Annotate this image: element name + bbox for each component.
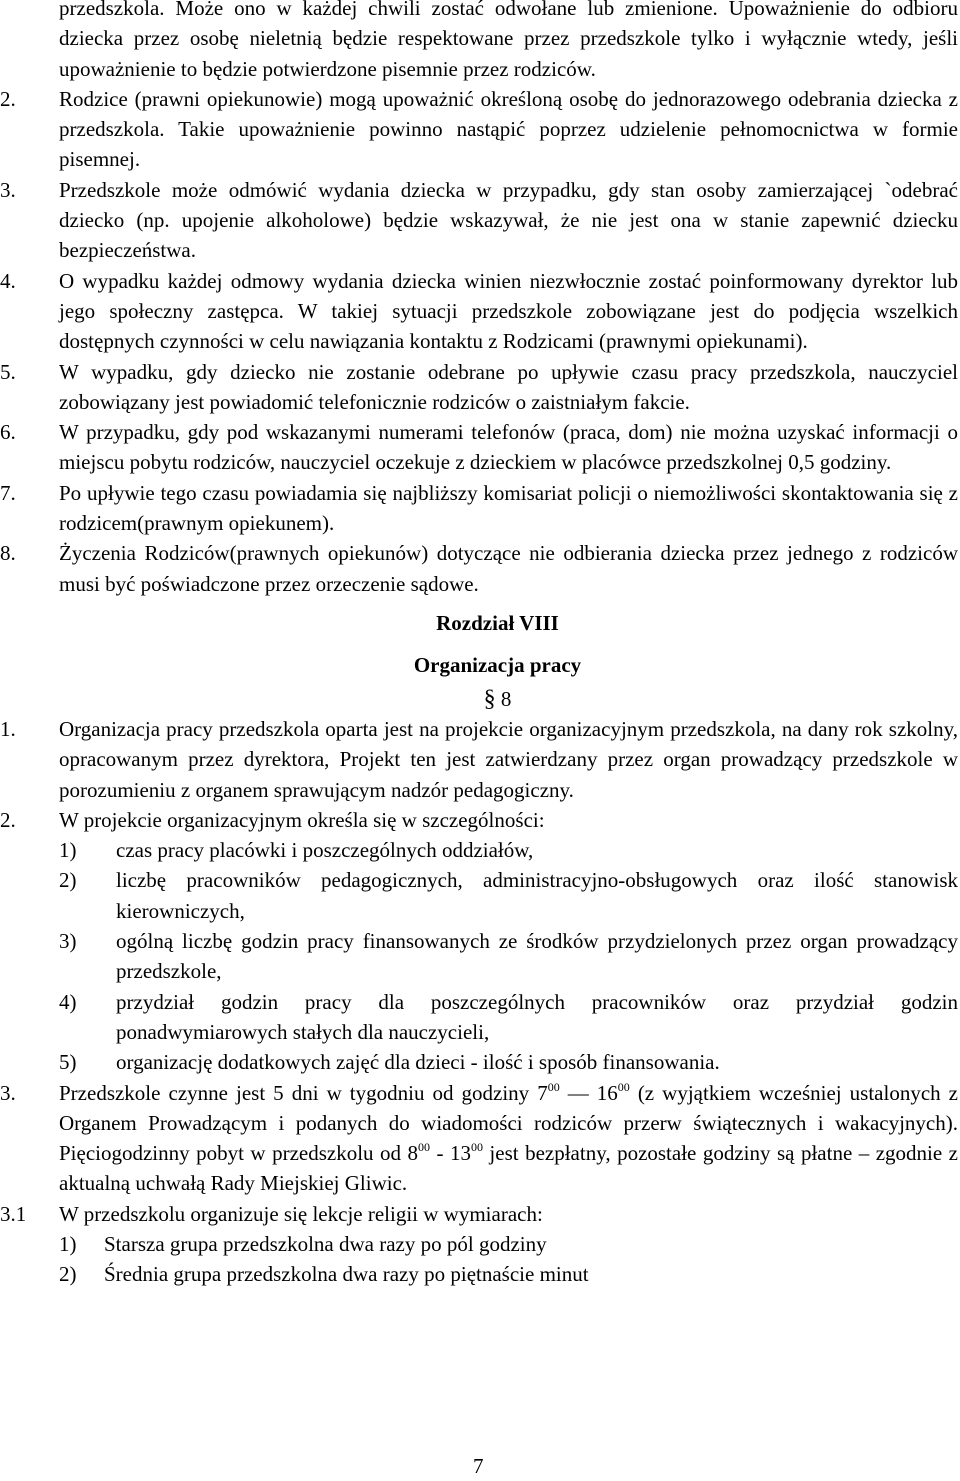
sub-item-number: 4) [59,989,77,1014]
chapter-subtitle: Organizacja pracy [413,652,582,677]
item-text: Przedszkole może odmówić wydania dziecka w przypadku, gdy stan osoby zamierzającej `odebrać dziecko (np. upojenie alkoholowe) będzie wskazywał, że nie jest ona w stanie zapewnić dziecku bezpieczeństwa. [59,177,958,263]
sub-item [0,926,960,987]
list-item [0,805,960,835]
list-item [0,538,960,599]
sub-item [0,1047,960,1077]
list-item [0,1199,960,1229]
sub-item-text: liczbę pracowników pedagogicznych, administracyjno-obsługowych oraz ilość stanowisk kierowniczych, [116,868,958,923]
continued-paragraph: przedszkola. Może ono w każdej chwili zostać odwołane lub zmienione. Upoważnienie do odbioru dziecka przez osobę nieletnią będzie respektowane przez przedszkole tylko i wyłącznie wtedy, jeśli upoważnienie to będzie potwierdzone pisemnie przez rodziców. [59,0,958,81]
sub-item [0,865,960,926]
item-text-part: - 13 [430,1141,471,1166]
sub-item [0,987,960,1048]
chapter-title: Rozdział VIII [436,610,559,635]
sub-item-number: 1) [59,1231,77,1256]
item-text: Życzenia Rodziców(prawnych opiekunów) dotyczące nie odbierania dziecka przez jednego z rodziców musi być poświadczone przez orzeczenie sądowe. [59,541,958,596]
item-number: 3.1 [0,1201,27,1226]
item-number: 1. [0,716,16,741]
time-superscript: 00 [470,1140,483,1155]
sub-item-number: 5) [59,1050,77,1075]
sub-item-text: przydział godzin pracy dla poszczególnych pracowników oraz przydział godzin ponadwymiarowych stałych dla nauczycieli, [116,989,958,1044]
item-text: Rodzice (prawni opiekunowie) mogą upoważnić określoną osobę do jednorazowego odebrania dziecka z przedszkola. Takie upoważnienie powinno nastąpić poprzez udzielenie pełnomocnictwa w formie pisemnej. [59,86,958,172]
item-text: W przedszkolu organizuje się lekcje religii w wymiarach: [59,1201,543,1226]
time-superscript: 00 [418,1140,430,1155]
item-text: W projekcie organizacyjnym określa się w szczególności: [59,807,545,832]
item-number: 7. [0,480,16,505]
sub-item [0,1259,960,1289]
sub-item-text: organizację dodatkowych zajęć dla dzieci - ilość i sposób finansowania. [116,1050,720,1075]
time-superscript: 00 [617,1079,630,1094]
list-item [0,417,960,478]
item-text: W przypadku, gdy pod wskazanymi numerami telefonów (praca, dom) nie można uzyskać informacji o miejscu pobytu rodziców, nauczyciel oczekuje z dzieckiem w placówce przedszkolnej 0,5 godziny. [59,420,958,475]
item-number: 3. [0,177,16,202]
page-number: 7 [473,1454,484,1478]
sub-item-text: ogólną liczbę godzin pracy finansowanych ze środków przydzielonych przez organ prowadzący przedszkole, [116,929,958,984]
item-text-part: jest bezpłatny, pozostałe godziny są płatne – zgodnie z aktualną uchwałą Rady Miejskiej Gliwic. [59,1141,958,1196]
item-number: 2. [0,807,16,832]
list-item [0,175,960,266]
list-item [0,357,960,418]
section-symbol: § [483,685,496,712]
section-heading [0,684,960,714]
sub-item-number: 2) [59,1262,77,1287]
item-number: 8. [0,541,16,566]
item-number: 3. [0,1080,16,1105]
item-text-part: Przedszkole czynne jest 5 dni w tygodniu od godziny 7 [59,1080,548,1105]
item-number: 6. [0,420,16,445]
sub-item-number: 3) [59,929,77,954]
sub-item-text: Starsza grupa przedszkolna dwa razy po pól godziny [104,1231,547,1256]
sub-item-text: czas pracy placówki i poszczególnych oddziałów, [116,838,534,863]
item-text: O wypadku każdej odmowy wydania dziecka winien niezwłocznie zostać poinformowany dyrektor lub jego społeczny zastępca. W takiej sytuacji przedszkole zobowiązane jest do podjęcia wszelkich dostępnych czynności w celu nawiązania kontaktu z Rodzicami (prawnymi opiekunami). [59,268,958,354]
item-text-part: (z wyjątkiem wcześniej ustalonych z Organem Prowadzącym i podanych do wiadomości rodziców przerw świątecznych i wakacyjnych). Pięciogodzinny pobyt w przedszkolu od 8 [59,1080,958,1166]
item-number: 4. [0,268,16,293]
time-superscript: 00 [547,1079,560,1094]
item-number: 5. [0,359,16,384]
item-text-part: — 16 [559,1080,618,1105]
list-item [0,478,960,539]
section-number: 8 [500,686,512,711]
list-item [0,84,960,175]
sub-item-number: 2) [59,868,77,893]
sub-item [0,835,960,865]
sub-item-number: 1) [59,838,77,863]
list-item [0,714,960,805]
item-text: W wypadku, gdy dziecko nie zostanie odebrane po upływie czasu pracy przedszkola, nauczyciel zobowiązany jest powiadomić telefonicznie rodziców o zaistniałym fakcie. [59,359,958,414]
item-text: Po upływie tego czasu powiadamia się najbliższy komisariat policji o niemożliwości skontaktowania się z rodzicem(prawnym opiekunem). [59,480,958,536]
sub-item-text: Średnia grupa przedszkolna dwa razy po piętnaście minut [104,1262,589,1287]
sub-item [0,1229,960,1259]
list-item [0,266,960,357]
item-number: 2. [0,86,16,111]
list-item [0,1078,960,1199]
item-text: Organizacja pracy przedszkola oparta jest na projekcie organizacyjnym przedszkola, na dany rok szkolny, opracowanym przez dyrektora, Projekt ten jest zatwierdzany przez organ prowadzący przedszkole w porozumieniu z organem sprawującym nadzór pedagogiczny. [59,716,958,802]
